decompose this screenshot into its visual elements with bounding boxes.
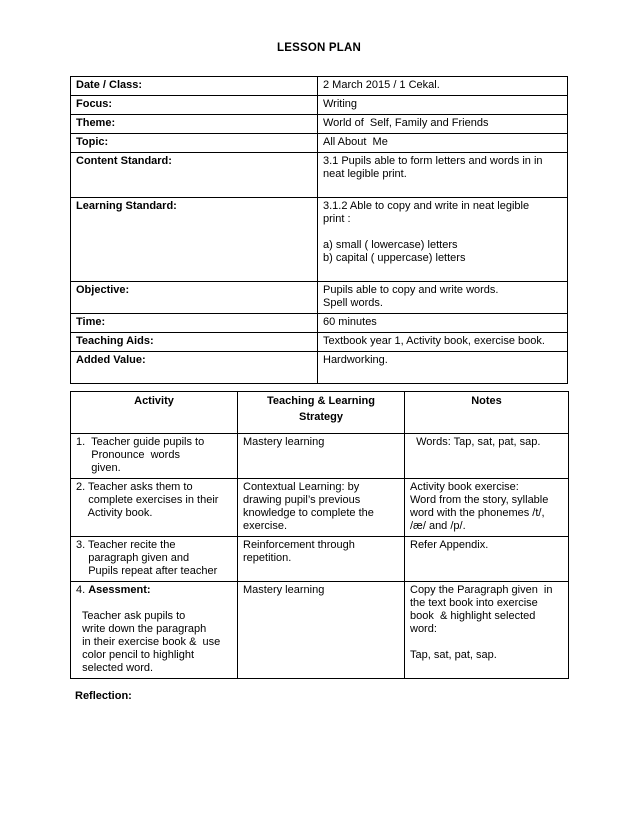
text-line: selected word.	[76, 662, 154, 674]
text-line: b) capital ( uppercase) letters	[323, 252, 466, 264]
text-line: paragraph given and	[76, 552, 190, 564]
info-label: Learning Standard:	[71, 198, 318, 282]
text-line: Mastery learning	[243, 584, 325, 596]
info-row	[71, 96, 568, 115]
text-line: exercise.	[243, 520, 288, 532]
info-label: Teaching Aids:	[71, 333, 318, 352]
info-row	[71, 198, 568, 282]
header-strategy	[238, 392, 405, 434]
info-value	[318, 153, 568, 198]
text-line: Word from the story, syllable	[410, 494, 549, 506]
info-value	[318, 198, 568, 282]
info-value	[318, 352, 568, 384]
text-line: Mastery learning	[243, 436, 325, 448]
info-value	[318, 77, 568, 96]
text-line: book & highlight selected	[410, 610, 536, 622]
text-line: repetition.	[243, 552, 292, 564]
notes-cell	[405, 434, 569, 479]
text-line: 60 minutes	[323, 316, 377, 328]
text-line	[323, 265, 562, 278]
info-label: Focus:	[71, 96, 318, 115]
info-row	[71, 352, 568, 384]
activity-number: 4.	[76, 584, 89, 596]
activity-table	[70, 391, 569, 679]
notes-cell	[405, 537, 569, 582]
activity-row	[71, 479, 569, 537]
strategy-cell	[238, 479, 405, 537]
text-line: the text book into exercise	[410, 597, 538, 609]
info-label: Theme:	[71, 115, 318, 134]
activity-cell	[71, 434, 238, 479]
text-line: Tap, sat, pat, sap.	[410, 649, 497, 661]
info-label: Added Value:	[71, 352, 318, 384]
text-line: write down the paragraph	[76, 623, 207, 635]
info-row	[71, 333, 568, 352]
info-value	[318, 282, 568, 314]
text-line	[323, 367, 562, 380]
text-line: Words: Tap, sat, pat, sap.	[410, 436, 541, 448]
text-line: Pronounce words	[76, 449, 180, 461]
lesson-info-table	[70, 76, 568, 384]
text-line: Writing	[323, 98, 358, 110]
header-notes: Notes	[405, 392, 569, 434]
info-value	[318, 134, 568, 153]
text-line: color pencil to highlight	[76, 649, 195, 661]
notes-cell	[405, 479, 569, 537]
text-line: 3.1 Pupils able to form letters and words in in	[323, 155, 543, 167]
text-line: neat legible print.	[323, 168, 407, 180]
info-label: Date / Class:	[71, 77, 318, 96]
text-line: in their exercise book & use	[76, 636, 221, 648]
activity-heading: Asessment:	[88, 584, 151, 596]
text-line: Activity book.	[76, 507, 153, 519]
text-line	[323, 226, 562, 239]
text-line: complete exercises in their	[76, 494, 219, 506]
activity-heading-line	[76, 584, 232, 597]
text-line	[410, 636, 563, 649]
text-line: 2. Teacher asks them to	[76, 481, 193, 493]
header-activity: Activity	[71, 392, 238, 434]
text-line: Hardworking.	[323, 354, 388, 366]
strategy-cell	[238, 537, 405, 582]
activity-row	[71, 434, 569, 479]
info-row	[71, 115, 568, 134]
reflection-label: Reflection:	[75, 690, 132, 702]
info-label: Objective:	[71, 282, 318, 314]
info-row	[71, 77, 568, 96]
text-line: a) small ( lowercase) letters	[323, 239, 458, 251]
notes-cell	[405, 582, 569, 679]
strategy-cell	[238, 582, 405, 679]
info-row	[71, 282, 568, 314]
text-line	[76, 597, 232, 610]
text-line: Reinforcement through	[243, 539, 355, 551]
strategy-cell	[238, 434, 405, 479]
page-title: LESSON PLAN	[277, 42, 361, 54]
text-line: 1. Teacher guide pupils to	[76, 436, 205, 448]
text-line: given.	[76, 462, 121, 474]
text-line: word with the phonemes /t/,	[410, 507, 545, 519]
text-line: Refer Appendix.	[410, 539, 489, 551]
header-strategy-text: Teaching & Learning Strategy	[267, 395, 375, 423]
text-line: Pupils able to copy and write words.	[323, 284, 499, 296]
text-line: Contextual Learning: by	[243, 481, 360, 493]
activity-header-row	[71, 392, 569, 434]
info-label: Content Standard:	[71, 153, 318, 198]
info-label: Time:	[71, 314, 318, 333]
info-value	[318, 314, 568, 333]
text-line: Activity book exercise:	[410, 481, 519, 493]
text-line: Copy the Paragraph given in	[410, 584, 553, 596]
text-line: 3. Teacher recite the	[76, 539, 176, 551]
info-value	[318, 96, 568, 115]
text-line: 2 March 2015 / 1 Cekal.	[323, 79, 440, 91]
info-value	[318, 115, 568, 134]
text-line: word:	[410, 623, 437, 635]
text-line: 3.1.2 Able to copy and write in neat legible	[323, 200, 530, 212]
activity-row	[71, 582, 569, 679]
info-value	[318, 333, 568, 352]
activity-cell	[71, 582, 238, 679]
text-line: World of Self, Family and Friends	[323, 117, 489, 129]
text-line: Teacher ask pupils to	[76, 610, 186, 622]
text-line	[323, 181, 562, 194]
info-label: Topic:	[71, 134, 318, 153]
text-line: knowledge to complete the	[243, 507, 374, 519]
text-line: /æ/ and /p/.	[410, 520, 466, 532]
text-line: Pupils repeat after teacher	[76, 565, 218, 577]
text-line: All About Me	[323, 136, 388, 148]
text-line: Spell words.	[323, 297, 383, 309]
activity-cell	[71, 479, 238, 537]
info-row	[71, 314, 568, 333]
text-line: drawing pupil’s previous	[243, 494, 361, 506]
text-line: Textbook year 1, Activity book, exercise book.	[323, 335, 545, 347]
activity-cell	[71, 537, 238, 582]
activity-row	[71, 537, 569, 582]
text-line: print :	[323, 213, 351, 225]
info-row	[71, 134, 568, 153]
info-row	[71, 153, 568, 198]
